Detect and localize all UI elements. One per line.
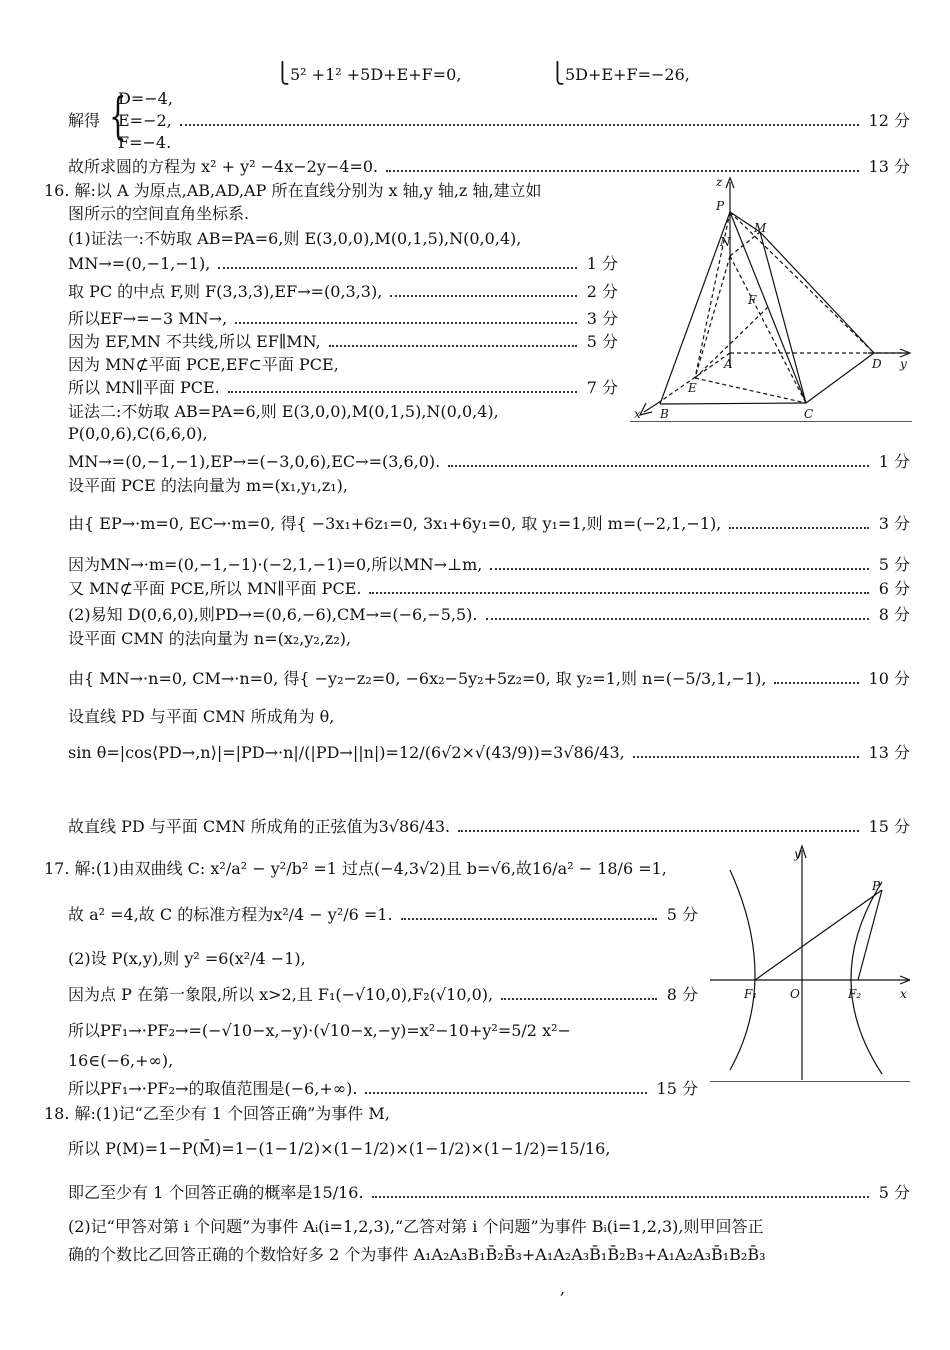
p16-p2-row1: (2)易知 D(0,6,0),则PD→=(0,6,−6),CM→=(−6,−5,5). 8 分 [68, 605, 910, 624]
p16-p2-row6: 故直线 PD 与平面 CMN 所成角的正弦值为3√86/43. 15 分 [68, 817, 910, 836]
p16-p2-line4: 设直线 PD 与平面 CMN 所成角为 θ, [68, 707, 335, 726]
segment-pf1 [755, 890, 882, 980]
label-a: A [724, 357, 733, 371]
label-m: M [754, 221, 767, 235]
label-p: P [872, 879, 881, 893]
figure-divider-2 [710, 1081, 910, 1082]
p16-m2-row5: 由{ EP→·m=0, EC→·m=0, 得{ −3x₁+6z₁=0, 3x₁+6y₁=0, 取 y₁=1,则 m=(−2,1,−1), 3 分 [68, 514, 910, 533]
hyperbola-figure [710, 842, 910, 1082]
label-y: y [900, 357, 907, 371]
label-e: E [688, 381, 697, 395]
edge-nc [730, 256, 806, 403]
x-axis-arrow [640, 403, 652, 415]
circle-conclusion-row: 故所求圆的方程为 x² + y² −4x−2y−4=0. 13 分 [68, 157, 910, 176]
p17-row4: 因为点 P 在第一象限,所以 x>2,且 F₁(−√10,0),F₂(√10,0), 8 分 [68, 985, 698, 1004]
p16-p2-row5: sin θ=|cos⟨PD→,n⟩|=|PD→·n|/(|PD→||n|)=12/(6√2×√(43/9))=3√86/43, 13 分 [68, 743, 910, 762]
p16-m1-row3: 取 PC 的中点 F,则 F(3,3,3),EF→=(0,3,3), 2 分 [68, 282, 618, 301]
p17-row2: 故 a² =4,故 C 的标准方程为x²/4 − y²/6 =1. 5 分 [68, 905, 698, 924]
system-eq-left: ⎩5² +1² +5D+E+F=0, [275, 61, 462, 85]
p16-m1-row7: 所以 MN∥平面 PCE. 7 分 [68, 378, 618, 397]
x-axis-solid [644, 403, 658, 412]
label-f: F [748, 293, 757, 307]
left-branch [730, 870, 758, 1070]
label-x: x [634, 407, 641, 421]
pyramid-figure [630, 172, 912, 424]
p18-line4: (2)记“甲答对第 i 个问题”为事件 Aᵢ(i=1,2,3),“乙答对第 i 个问题”为事件 Bᵢ(i=1,2,3),则甲回答正 [68, 1217, 764, 1236]
solution-f: F=−4. [118, 133, 172, 152]
p16-p2-row3: 由{ MN→·n=0, CM→·n=0, 得{ −y₂−z₂=0, −6x₂−5y₂+5z₂=0, 取 y₂=1,则 n=(−5/3,1,−1), 10 分 [68, 669, 910, 688]
p16-m2-row7: 又 MN⊄平面 PCE,所以 MN∥平面 PCE. 6 分 [68, 579, 910, 598]
edge-pd [730, 212, 874, 353]
p16-p2-line2: 设平面 CMN 的法向量为 n=(x₂,y₂,z₂), [68, 629, 352, 648]
figure-divider [630, 421, 912, 422]
edge-ec [695, 378, 806, 403]
label-d: D [872, 357, 882, 371]
p18-line6: , [560, 1279, 566, 1298]
label-o: O [790, 987, 800, 1001]
solution-d: D=−4, [118, 89, 173, 108]
right-branch [851, 882, 882, 1074]
edge-nm [730, 232, 760, 256]
p17-line5: 所以PF₁→·PF₂→=(−√10−x,−y)·(√10−x,−y)=x²−10+y²=5/2 x²− [68, 1021, 571, 1040]
p17-line1: 17. 解:(1)由双曲线 C: x²/a² − y²/b² =1 过点(−4,3√2)且 b=√6,故16/a² − 18/6 =1, [44, 859, 667, 878]
p16-m1-line1: (1)证法一:不妨取 AB=PA=6,则 E(3,0,0),M(0,1,5),N(0,0,4), [68, 229, 522, 248]
p17-row7: 所以PF₁→·PF₂→的取值范围是(−6,+∞). 15 分 [68, 1079, 698, 1098]
label-f2: F₂ [848, 987, 862, 1001]
p16-m2-line4: 设平面 PCE 的法向量为 m=(x₁,y₁,z₁), [68, 476, 349, 495]
p16-m2-line2: P(0,0,6),C(6,6,0), [68, 424, 208, 443]
label-n: N [720, 235, 731, 249]
solve-brace: { [109, 87, 127, 145]
p16-m2-row6: 因为MN→·m=(0,−1,−1)·(−2,1,−1)=0,所以MN→⊥m, 5 分 [68, 555, 910, 574]
edge-bc [660, 403, 806, 404]
system-eq-right: ⎩5D+E+F=−26, [550, 61, 690, 85]
p16-m1-row4: 所以EF→=−3 MN→, 3 分 [68, 309, 618, 328]
label-x: x [900, 987, 907, 1001]
p16-intro-1: 16. 解:以 A 为原点,AB,AD,AP 所在直线分别为 x 轴,y 轴,z 轴,建立如 [44, 181, 542, 200]
label-b: B [660, 407, 669, 421]
label-c: C [804, 407, 814, 421]
p18-line5: 确的个数比乙回答正确的个数恰好多 2 个为事件 A₁A₂A₃B₁B̄₂B̄₃+A₁A₂A₃B̄₁B̄₂B₃+A₁A₂A₃B̄₁B₂B̄₃ [68, 1245, 766, 1264]
x-axis [658, 353, 730, 403]
label-y: y [794, 847, 801, 861]
p16-m1-row5: 因为 EF,MN 不共线,所以 EF∥MN, 5 分 [68, 332, 618, 351]
edge-mc [760, 232, 806, 403]
label-f1: F₁ [744, 987, 758, 1001]
p16-m1-line6: 因为 MN⊄平面 PCE,EF⊂平面 PCE, [68, 355, 339, 374]
p16-m1-row2: MN→=(0,−1,−1), 1 分 [68, 254, 618, 273]
solve-prefix: 解得 [68, 111, 101, 130]
edge-md [760, 232, 874, 353]
p17-line3: (2)设 P(x,y),则 y² =6(x²/4 −1), [68, 949, 306, 968]
p16-m2-line1: 证法二:不妨取 AB=PA=6,则 E(3,0,0),M(0,1,5),N(0,0,4), [68, 402, 499, 421]
p16-intro-2: 图所示的空间直角坐标系. [68, 204, 250, 223]
label-z: z [716, 175, 723, 189]
label-p: P [716, 199, 725, 213]
p17-line6: 16∈(−6,+∞), [68, 1051, 174, 1070]
p16-m2-row3: MN→=(0,−1,−1),EP→=(−3,0,6),EC→=(3,6,0). 1 分 [68, 452, 910, 471]
p18-row3: 即乙至少有 1 个回答正确的概率是15/16. 5 分 [68, 1183, 910, 1202]
p18-line2: 所以 P(M)=1−P(M̄)=1−(1−1/2)×(1−1/2)×(1−1/2)×(1−1/2)=15/16, [68, 1139, 611, 1158]
p18-line1: 18. 解:(1)记“乙至少有 1 个回答正确”为事件 M, [44, 1104, 390, 1123]
solution-e-row: E=−2, 12 分 [118, 111, 910, 130]
edge-cd [806, 353, 874, 403]
